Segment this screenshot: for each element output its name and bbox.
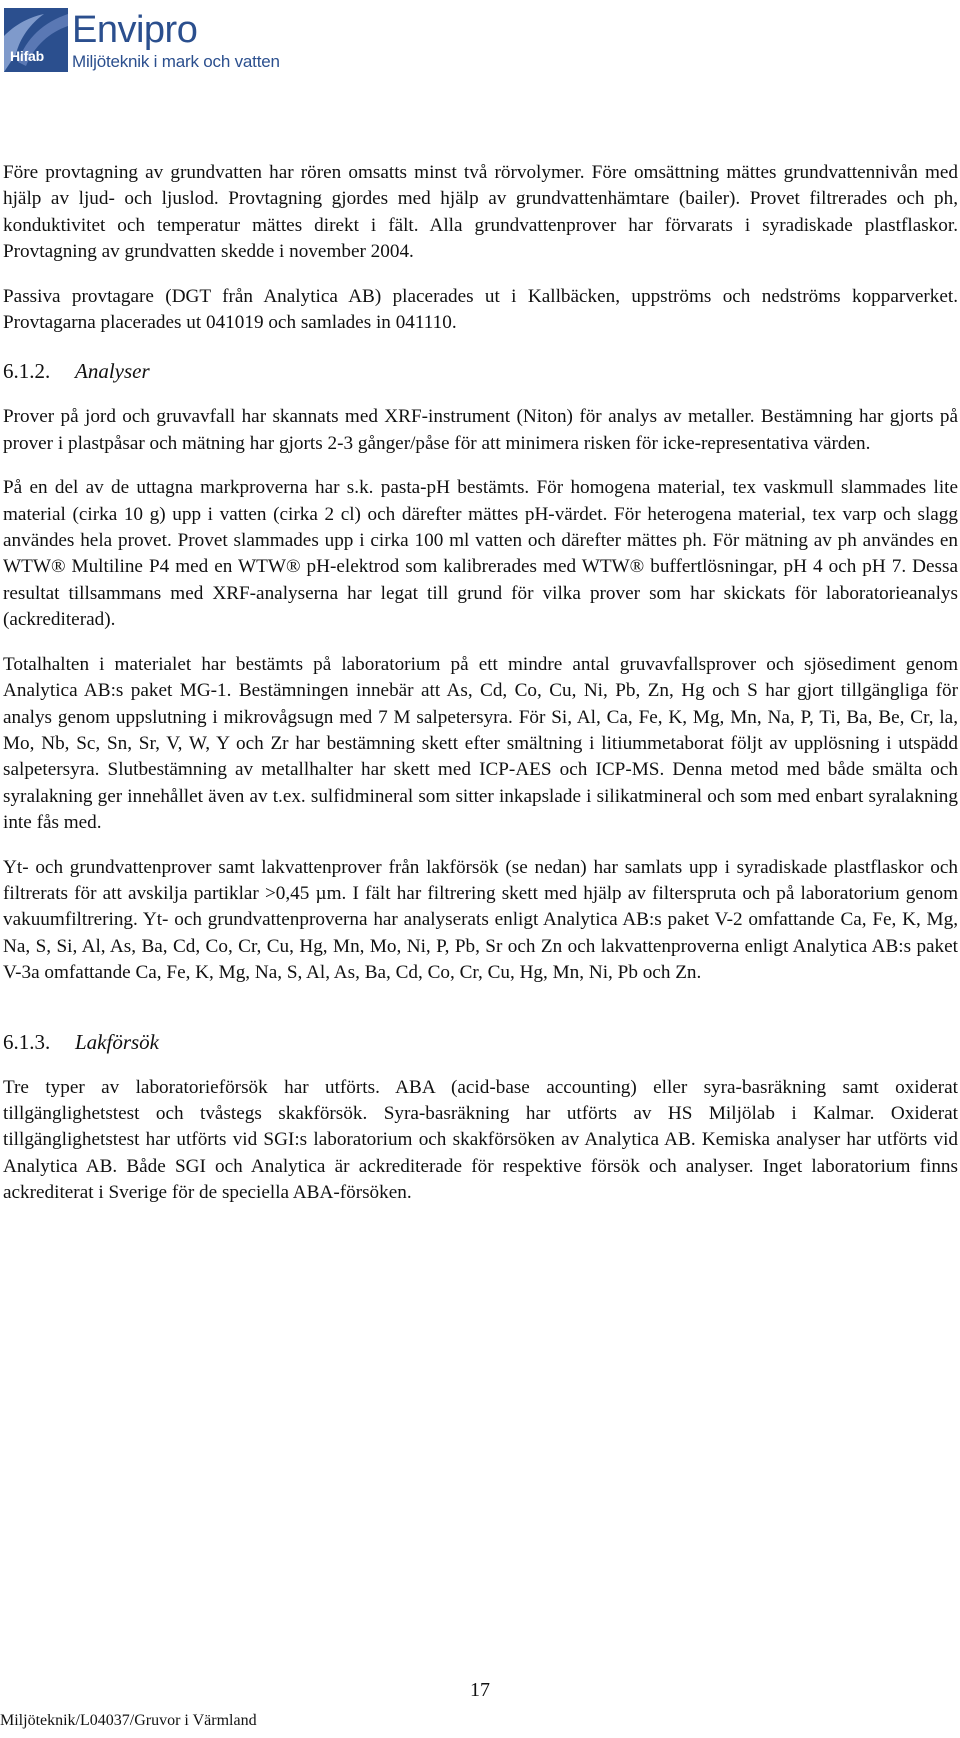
paragraph-passive-samplers: Passiva provtagare (DGT från Analytica AB) placerades ut i Kallbäcken, uppströms och nedströms kopparverket. Provtagarna placerades ut 041019 och samlades in 041110. — [3, 285, 958, 334]
paragraph-total-content: Totalhalten i materialet har bestämts på laboratorium på ett mindre antal gruvavfallsprover och sjösediment genom Analytica AB:s paket MG-1. Bestämningen innebär att As, Cd, Co, Cu, Ni, Pb, Zn, Hg och S har gjort tillgängliga för analys genom uppslutning i mikrovågsugn med 7 M salpetersyra. För Si, Al, Ca, Fe, K, Mg, Mn, Na, P, Ti, Ba, Be, Cr, la, Mo, Nb, Sc, Sn, Sr, V, W, Y och Zr har bestämning skett efter smältning i litiummetaborat följt av upplösning i utspädd salpetersyra. Slutbestämning av metallhalter har skett med ICP-AES och ICP-MS. Denna metod med både smälta och syralakning ger innehållet även av t.ex. sulfidmineral som sitter inkapslade i silikatmineral och som med enbart syralakning inte fås med. — [3, 653, 958, 834]
section-heading-analyser — [3, 356, 958, 386]
paragraph-groundwater-sampling: Före provtagning av grundvatten har rören omsatts minst två rörvolymer. Före omsättning mättes grundvattennivån med hjälp av ljud- och ljuslod. Provtagning gjordes med hjälp av grundvattenhämtare (bailer). Provet filtrerades och ph, konduktivitet och temperatur mättes direkt i fält. Alla grundvattenprover har förvarats i syradiskade plastflaskor. Provtagning av grundvatten skedde i november 2004. — [3, 162, 958, 263]
paragraph-xrf-analysis: Prover på jord och gruvavfall har skannats med XRF-instrument (Niton) för analys av metaller. Bestämning har gjorts på prover i plastpåsar och mätning har gjorts 2-3 gånger/påse för att minimera risken för icke-representativa värden. — [3, 406, 958, 454]
section-title: Lakförsök — [75, 1029, 159, 1054]
section-number: 6.1.3. — [3, 1029, 51, 1054]
document-body — [3, 160, 958, 1207]
section-number: 6.1.2. — [3, 359, 51, 384]
section-title: Analyser — [75, 359, 150, 384]
logo-tagline: Miljöteknik i mark och vatten — [72, 52, 280, 71]
logo-name: Envipro — [72, 9, 198, 51]
paragraph-leaching-tests: Tre typer av laboratorieförsök har utförts. ABA (acid-base accounting) eller syra-basräkning samt oxiderat tillgänglighetstest och tvåstegs skakförsök. Syra-basräkning har utförts av HS Miljölab i Kalmar. Oxiderat tillgänglighetstest har utförts vid SGI:s laboratorium och skakförsöken av Analytica AB. Kemiska analyser har utförts vid Analytica AB. Både SGI och Analytica är ackrediterade för respektive försök och analyser. Inget laboratorium finns ackrediterat i Sverige för de speciella ABA-försöken. — [3, 1076, 958, 1204]
paragraph-paste-ph: På en del av de uttagna markproverna har s.k. pasta-pH bestämts. För homogena material, tex vaskmull slammades lite material (cirka 10 g) upp i vatten (cirka 2 cl) och därefter mättes pH-värdet. För heterogena material, tex varp och slagg användes hela provet. Provet slammades upp i cirka 100 ml vatten och därefter mättes ph. För mätning av ph användes en WTW® Multiline P4 med en WTW® pH-elektrod som kalibrerades med WTW® buffertlösningar, pH 4 och pH 7. Dessa resultat tillsammans med XRF-analyserna har legat till grund för vilka prover som har skickats för laboratorieanalys (ackrediterad). — [3, 477, 958, 631]
page-number: 17 — [470, 1679, 490, 1701]
footer-reference: Miljöteknik/L04037/Gruvor i Värmland — [0, 1712, 257, 1729]
section-heading-lakforsok — [3, 1027, 958, 1057]
company-logo — [4, 8, 280, 72]
logo-wordmark — [72, 8, 280, 72]
logo-mark-text: Hifab — [10, 48, 45, 64]
paragraph-water-samples: Yt- och grundvattenprover samt lakvattenprover från lakförsök (se nedan) har samlats upp i syradiskade plastflaskor och filtrerats för att avskilja partiklar >0,45 µm. I fält har filtrering skett med hjälp av filterspruta och på laboratorium genom vakuumfiltrering. Yt- och grundvattenproverna har analyserats enligt Analytica AB:s paket V-2 omfattande Ca, Fe, K, Mg, Na, S, Si, Al, As, Ba, Cd, Co, Cr, Cu, Hg, Mn, Mo, Ni, P, Pb, Sr och Zn och lakvattenproverna enligt Analytica AB:s paket V-3a omfattande Ca, Fe, K, Mg, Na, S, Al, As, Ba, Cd, Co, Cr, Cu, Hg, Mn, Ni, Pb och Zn. — [3, 856, 958, 984]
hifab-logo-mark — [4, 8, 68, 72]
